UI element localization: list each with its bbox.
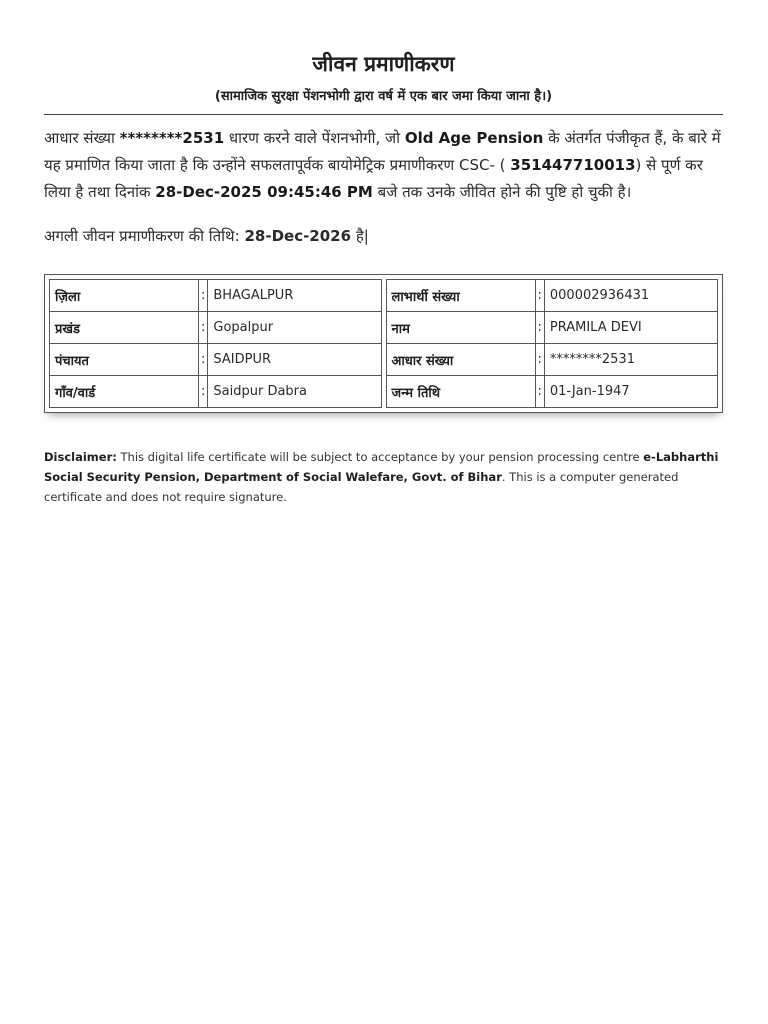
location-label: प्रखंड	[50, 312, 199, 344]
disclaimer-org: e-Labharthi Social Security Pension, Department of Social Walefare, Govt. of Bihar	[44, 450, 719, 484]
disclaimer-text-1: This digital life certificate will be subject to acceptance by your pension processing centre	[116, 450, 644, 464]
next-certification	[44, 224, 723, 248]
separator: :	[199, 280, 208, 312]
beneficiary-value: PRAMILA DEVI	[544, 312, 717, 344]
table-row	[386, 312, 718, 344]
statement-scheme: Old Age Pension	[404, 129, 544, 147]
separator: :	[199, 312, 208, 344]
location-value: Saidpur Dabra	[208, 376, 381, 408]
next-certification-date: 28-Dec-2026	[244, 227, 352, 245]
disclaimer-label: Disclaimer:	[44, 450, 117, 464]
page-subtitle: (सामाजिक सुरक्षा पेंशनभोगी द्वारा वर्ष में एक बार जमा किया जाना है।)	[214, 89, 553, 104]
location-label: गाँव/वार्ड	[50, 376, 199, 408]
table-row	[50, 312, 382, 344]
table-row	[386, 344, 718, 376]
beneficiary-value: ********2531	[544, 344, 717, 376]
separator: :	[199, 344, 208, 376]
table-row	[386, 376, 718, 408]
beneficiary-label: आधार संख्या	[386, 344, 535, 376]
statement-aadhaar: ********2531	[119, 129, 225, 147]
statement-text-5: बजे तक उनके जीवित होने की पुष्टि हो चुकी है।	[372, 183, 632, 201]
statement-csc-id: 351447710013	[510, 156, 636, 174]
separator: :	[535, 312, 544, 344]
separator: :	[535, 280, 544, 312]
disclaimer	[44, 447, 723, 507]
beneficiary-label: नाम	[386, 312, 535, 344]
beneficiary-value: 000002936431	[544, 280, 717, 312]
disclaimer-text-2: . This is a computer generated certificate and does not require signature.	[44, 470, 679, 504]
location-value: SAIDPUR	[208, 344, 381, 376]
title-divider	[44, 114, 723, 115]
statement-text-3: के अंतर्गत पंजीकृत हैं, के बारे में यह प्रमाणित किया जाता है कि उन्होंने सफलतापूर्वक बायोमेट्रिक प्रमाणीकरण CSC- (	[44, 129, 721, 174]
separator: :	[535, 344, 544, 376]
beneficiary-value: 01-Jan-1947	[544, 376, 717, 408]
location-label: ज़िला	[50, 280, 199, 312]
separator: :	[535, 376, 544, 408]
next-certification-suffix: है|	[351, 227, 369, 245]
next-certification-label: अगली जीवन प्रमाणीकरण की तिथि:	[44, 227, 245, 245]
certification-statement	[44, 125, 723, 206]
location-table	[49, 279, 382, 408]
statement-text-2: धारण करने वाले पेंशनभोगी, जो	[224, 129, 405, 147]
statement-text-4: ) से पूर्ण कर लिया है तथा दिनांक	[44, 156, 703, 201]
statement-auth-datetime: 28-Dec-2025 09:45:46 PM	[155, 183, 373, 201]
certificate-page	[44, 0, 723, 507]
beneficiary-table	[386, 279, 719, 408]
beneficiary-label: लाभार्थी संख्या	[386, 280, 535, 312]
table-row	[386, 280, 718, 312]
location-value: BHAGALPUR	[208, 280, 381, 312]
table-row	[50, 280, 382, 312]
details-tables	[44, 274, 723, 413]
location-value: Gopalpur	[208, 312, 381, 344]
location-label: पंचायत	[50, 344, 199, 376]
table-row	[50, 344, 382, 376]
page-title: जीवन प्रमाणीकरण	[312, 52, 455, 76]
statement-text-1: आधार संख्या	[44, 129, 120, 147]
table-row	[50, 376, 382, 408]
separator: :	[199, 376, 208, 408]
beneficiary-label: जन्म तिथि	[386, 376, 535, 408]
